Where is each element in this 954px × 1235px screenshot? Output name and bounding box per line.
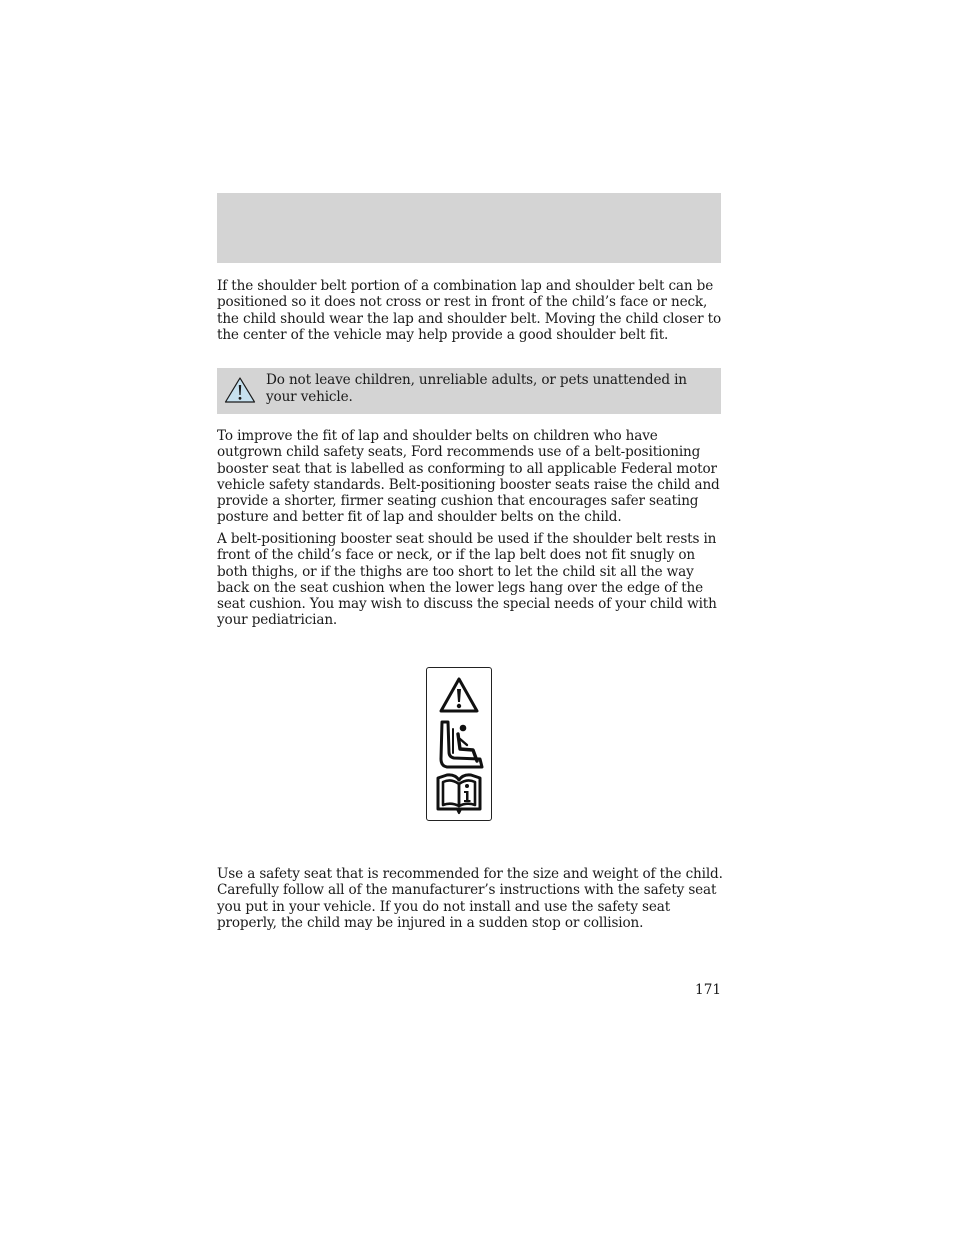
warning-text: Do not leave children, unreliable adults, or pets unattended in your vehicle. <box>266 372 687 405</box>
page-number: 171 <box>695 982 721 998</box>
owner-manual-icon <box>427 771 491 815</box>
warning-box <box>217 368 721 414</box>
warning-triangle-icon <box>224 376 256 404</box>
section-header-band <box>217 193 721 263</box>
paragraph-shoulder-belt-fit: If the shoulder belt portion of a combination lap and shoulder belt can be positioned so it does not cross or rest in front of the child’s face or neck, the child should wear the lap and shoulder belt. Moving the child closer to the center of the vehicle may help provide a good shoulder belt fit. <box>217 278 721 343</box>
paragraph-booster-usage: A belt-positioning booster seat should be used if the shoulder belt rests in front of the child’s face or neck, or if the lap belt does not fit snugly on both thighs, or if the thighs are too short to let the child sit all the way back on the seat cushion when the lower legs hang over the edge of the seat cushion. You may wish to discuss the special needs of your child with your pediatrician. <box>217 531 717 629</box>
warning-triangle-icon <box>427 676 491 716</box>
child-seat-icon <box>427 719 491 769</box>
paragraph-booster-recommendation: To improve the fit of lap and shoulder belts on children who have outgrown child safety seats, Ford recommends use of a belt-positioning booster seat that is labelled as conforming to all applicable Federal motor vehicle safety standards. Belt-positioning booster seats raise the child and provide a shorter, firmer seating cushion that encourages safer seating posture and better fit of lap and shoulder belts on the child. <box>217 428 720 526</box>
paragraph-safety-seat-instructions: Use a safety seat that is recommended for the size and weight of the child. Carefully follow all of the manufacturer’s instructions with the safety seat you put in your vehicle. If you do not install and use the safety seat properly, the child may be injured in a sudden stop or collision. <box>217 866 723 931</box>
safety-label-panel <box>426 667 492 821</box>
